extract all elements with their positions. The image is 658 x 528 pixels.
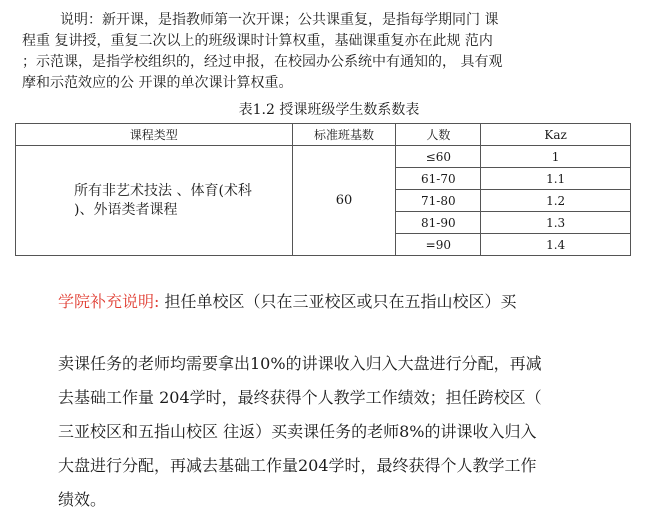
college-supplement [58,285,618,517]
people-cell: ≤60 [396,146,481,168]
header-course-type: 课程类型 [16,124,293,146]
people-cell: 81-90 [396,212,481,234]
people-cell: 71-80 [396,190,481,212]
supplement-label: 学院补充说明: [58,292,160,311]
student-coefficient-table [15,123,631,256]
header-kaz: Kaz [481,124,631,146]
kaz-cell: 1.3 [481,212,631,234]
table-row [16,146,631,168]
header-people: 人数 [396,124,481,146]
note-line: 说明：新开课，是指教师第一次开课；公共课重复，是指每学期同门 课 [60,12,499,28]
kaz-cell: 1.2 [481,190,631,212]
people-cell: =90 [396,234,481,256]
supplement-line [58,285,618,319]
supplement-line: 三亚校区和五指山校区 往返）买卖课任务的老师8%的讲课收入归入 [58,422,537,441]
supplement-line: 绩效。 [58,490,107,509]
kaz-cell: 1.1 [481,168,631,190]
supplement-line: 大盘进行分配，再减去基础工作量204学时，最终获得个人教学工作 [58,456,537,475]
table-header-row [16,124,631,146]
course-type-line: 所有非艺术技法 、体育(术科 [74,182,252,199]
table-caption: 表1.2 授课班级学生数系数表 [238,102,420,118]
kaz-cell: 1 [481,146,631,168]
kaz-cell: 1.4 [481,234,631,256]
note-line: 摩和示范效应的公 开课的单次课计算权重。 [22,75,293,91]
course-type-line: )、外语类者课程 [74,201,178,218]
standard-base-cell: 60 [292,146,396,256]
note-line: 程重 复讲授，重复二次以上的班级课时计算权重，基础课重复亦在此规 范内 [22,33,493,49]
course-type-cell [16,146,293,256]
people-cell: 61-70 [396,168,481,190]
supplement-text: 担任单校区（只在三亚校区或只在五指山校区）买 [159,292,517,311]
explanation-note [22,10,610,94]
note-line: ；示范课，是指学校组织的，经过申报，在校园办公系统中有通知的， 具有观 [22,54,503,70]
supplement-line: 卖课任务的老师均需要拿出10%的讲课收入归入大盘进行分配，再减 [58,354,542,373]
header-standard-base: 标准班基数 [292,124,396,146]
supplement-line: 去基础工作量 204学时，最终获得个人教学工作绩效；担任跨校区（ [58,388,542,407]
